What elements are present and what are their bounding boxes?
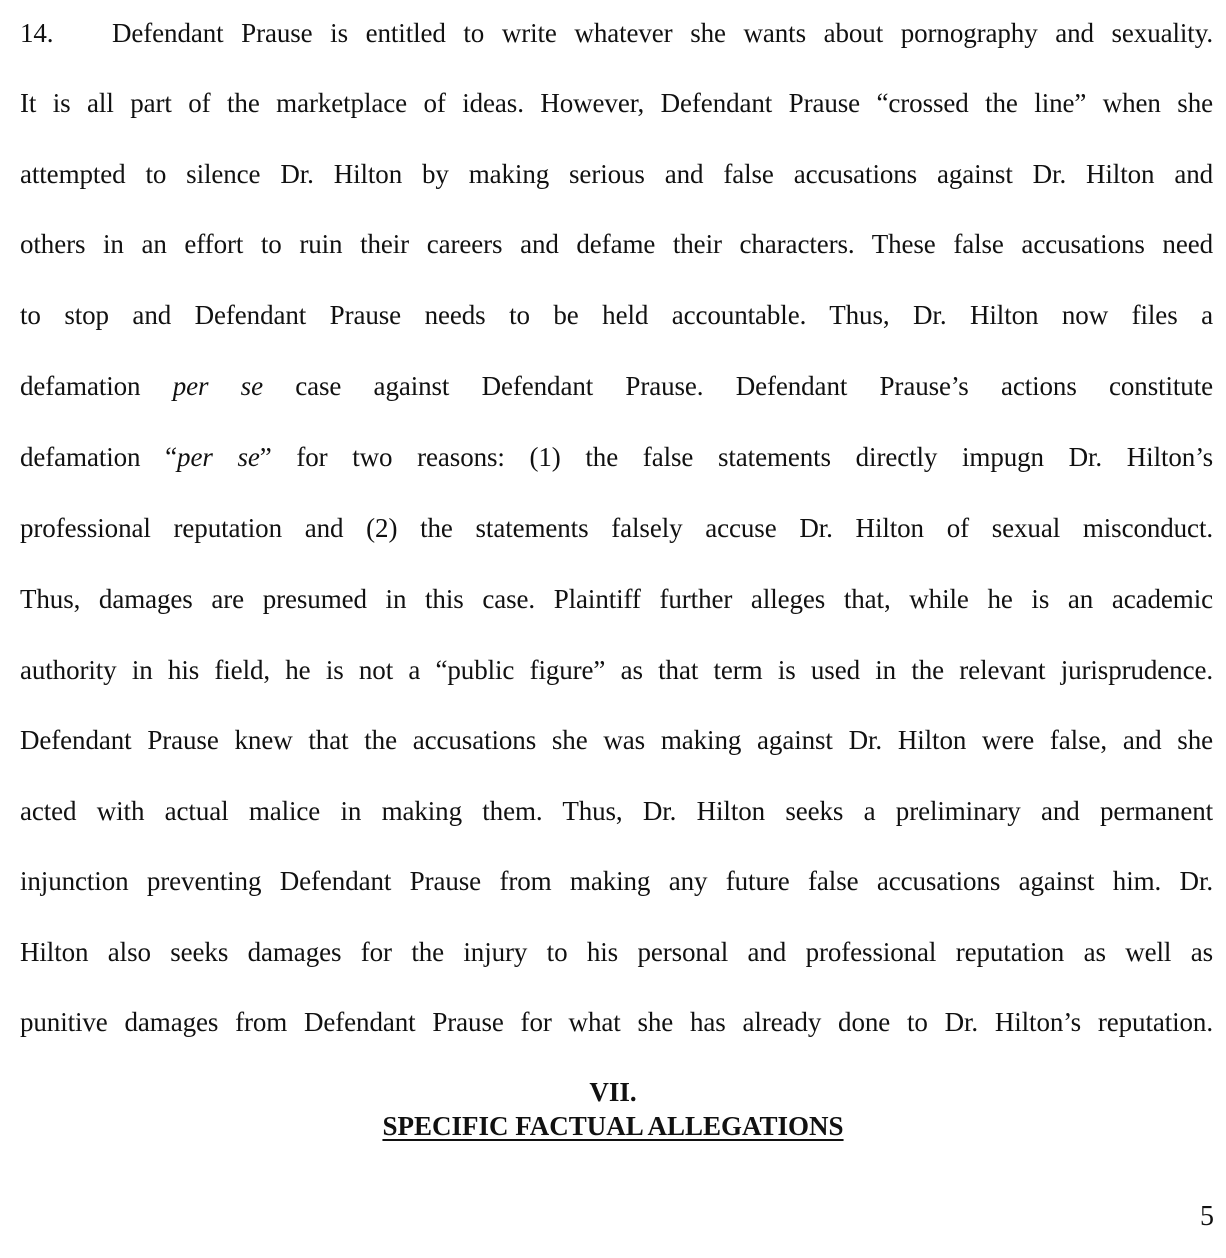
line-text: ” for two reasons: (1) the false statements directly impugn Dr. Hilton’s	[259, 442, 1213, 472]
line-text: defamation	[20, 371, 173, 401]
section-title: SPECIFIC FACTUAL ALLEGATIONS	[382, 1111, 844, 1141]
paragraph-number: 14.	[20, 18, 54, 48]
paragraph-line	[20, 864, 1213, 898]
paragraph-line	[20, 935, 1213, 969]
line-text: defamation “	[20, 442, 178, 472]
paragraph-line	[20, 1005, 1213, 1039]
paragraph-line	[20, 794, 1213, 828]
paragraph-line	[20, 440, 1213, 474]
paragraph-line	[20, 653, 1213, 687]
line-text: punitive damages from Defendant Prause for what she has already done to Dr. Hilton’s reputation.	[20, 1007, 1213, 1037]
paragraph-line	[20, 227, 1213, 261]
line-text: It is all part of the marketplace of ideas. However, Defendant Prause “crossed the line” when she	[20, 88, 1213, 118]
paragraph-line	[20, 511, 1213, 545]
line-text: case against Defendant Prause. Defendant Prause’s actions constitute	[262, 371, 1213, 401]
italic-term: per se	[177, 442, 260, 472]
line-text: Thus, damages are presumed in this case. Plaintiff further alleges that, while he is an academic	[20, 584, 1213, 614]
paragraph-line	[20, 582, 1213, 616]
line-text: to stop and Defendant Prause needs to be held accountable. Thus, Dr. Hilton now files a	[20, 300, 1213, 330]
line-text: professional reputation and (2) the statements falsely accuse Dr. Hilton of sexual misconduct.	[20, 513, 1213, 543]
paragraph-line	[20, 723, 1213, 757]
page-number: 5	[1200, 1201, 1214, 1232]
paragraph-line	[20, 86, 1213, 120]
line-text: acted with actual malice in making them. Thus, Dr. Hilton seeks a preliminary and permanent	[20, 796, 1213, 826]
line-text: Hilton also seeks damages for the injury to his personal and professional reputation as well as	[20, 937, 1213, 967]
paragraph-line	[20, 369, 1213, 403]
section-numeral: VII.	[589, 1077, 637, 1107]
line-text: others in an effort to ruin their careers and defame their characters. These false accusations need	[20, 229, 1213, 259]
paragraph-line	[20, 16, 1213, 50]
line-text: Defendant Prause knew that the accusations she was making against Dr. Hilton were false, and she	[20, 725, 1213, 755]
italic-term: per se	[172, 371, 263, 401]
line-text: attempted to silence Dr. Hilton by making serious and false accusations against Dr. Hilton and	[20, 159, 1213, 189]
paragraph-line	[20, 298, 1213, 332]
line-text: authority in his field, he is not a “public figure” as that term is used in the relevant jurisprudence.	[20, 655, 1213, 685]
line-text: injunction preventing Defendant Prause from making any future false accusations against him. Dr.	[20, 866, 1213, 896]
paragraph-line	[20, 157, 1213, 191]
line-text: Defendant Prause is entitled to write whatever she wants about pornography and sexuality.	[112, 18, 1213, 48]
